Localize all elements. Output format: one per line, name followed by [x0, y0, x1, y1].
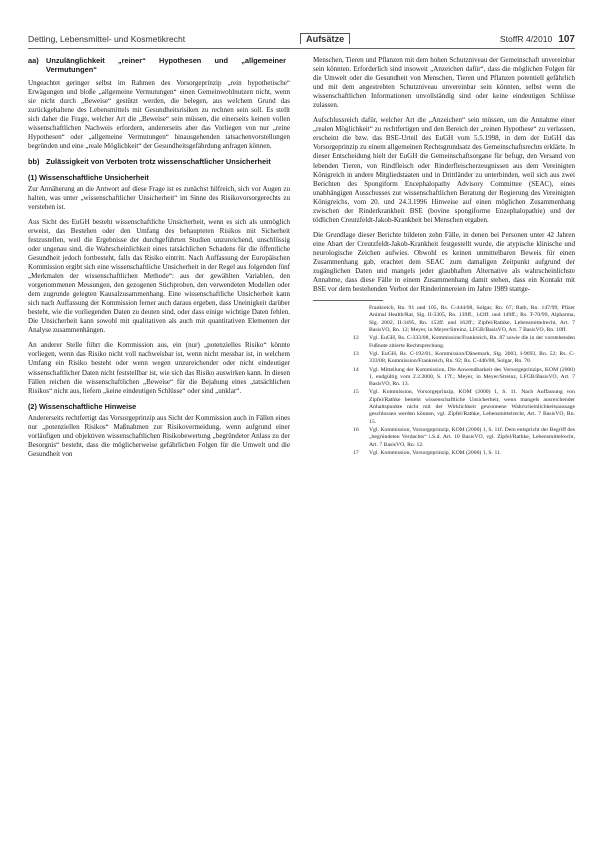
- footnote: [353, 427, 575, 449]
- footnote-number: 17: [353, 449, 359, 456]
- footnote-text: Vgl. Kommission, Vorsorgeprinzip, KOM (2000) 1, S. 11f. Dem entspricht der Begriff des „begründeten Verdachts“ i.S.d. Art. 10 BasisVO, vgl. Zipfel/Rathke, Lebensmittelrecht, Art. 7 BasisVO, Rn. 12.: [369, 426, 575, 448]
- footnote: [353, 450, 575, 457]
- heading-aa-title: Unzulänglichkeit „reiner“ Hypothesen und „allgemeiner Vermutungen“: [46, 56, 286, 75]
- paragraph: Aus Sicht des EuGH besteht wissenschaftliche Unsicherheit, wenn es sich als unmöglich erweist, das Bestehen oder den Umfang des behaupteten Risikos mit Sicherheit festzustellen, weil die Ergebnisse der durchgeführten Studien unzureichend, unschlüssig oder ungenau sind, die Wahrscheinlichkeit eines tatsächlichen Schadens für die öffentliche Gesundheit jedoch fortbesteht, falls das Risiko eintritt. Nach Auffassung der Europäischen Kommission ergibt sich eine wissenschaftliche Unsicherheit in der Regel aus folgenden fünf „Merkmalen der wissenschaftlichen Methode“: aus der gewählten Variablen, den vorgenommenen Messungen, den gezogenen Stichproben, den verwendeten Modellen oder dem zugrunde gelegten Kausalzusammenhang. Eine wissenschaftliche Unsicherheit kann sich nach Auffassung der Kommission ferner auch daraus ergeben, dass Uneinigkeit darüber besteht, wie die vorliegenden Daten zu deuten sind, oder dass einige wichtige Daten fehlen. Die Unsicherheit kann sowohl mit qualitativen als auch mit quantitativen Elementen der Analyse zusammenhängen.: [28, 217, 290, 335]
- paragraph: Aufschlussreich dafür, welcher Art die „Anzeichen“ sein müssen, um die Annahme einer „realen Möglichkeit“ zu rechtfertigen und den Bereich der „reinen Hypothese“ zu verlassen, erscheint die bzw. das BSE-Urteil des EuGH vom 5.5.1998, in dem der EuGH das Vorsorgeprinzip zu einem allgemeinen Rechtsgrundsatz des Gemeinschaftsrechts erklärte. In dieser Entscheidung hielt der EuGH die Gemeinschaftsorgane für befugt, den Versand von lebenden Tieren, von Rindfleisch oder Rinderfleischerzeugnissen aus dem Vereinigten Königreich in andere Mitgliedstaaten und in Drittländer zu unterbinden, weil sich aus zwei Berichten des Spongiform Encephalopathy Advisory Committee (SEAC), eines unabhängigen Ausschusses zur wissenschaftlichen Beratung der Regierung des Vereinigten Königreichs, vom 20. und 24.3.1996 Hinweise auf einen möglichen Zusammenhang zwischen der Rinderkrankheit BSE (bovine spongiforme Enzephalopathie) und der tödlichen Creutzfeldt-Jakob-Krankheit bei Menschen ergaben.: [313, 116, 575, 224]
- heading-aa: [28, 56, 290, 75]
- section-label: Aufsätze: [300, 33, 350, 44]
- subheading-1: (1) Wissenschaftliche Unsicherheit: [28, 172, 149, 182]
- footnote-text: Vgl. Mitteilung der Kommission, Die Anwendbarkeit des Vorsorgeprinzips, KOM (2000) 1, endgültig vom 2.2.2000, S. 17f.; Meyer, in Meyer/Streinz, LFGB/BasisVO, Art. 7 BasisVO, Rn. 13.: [369, 366, 575, 388]
- header-rule: [28, 48, 575, 49]
- footnote-number: 14: [353, 366, 359, 373]
- heading-bb-title: Zulässigkeit von Verboten trotz wissenschaftlicher Unsicherheit: [46, 157, 271, 167]
- page-number: 107: [558, 34, 575, 45]
- paragraph: Zur Annäherung an die Antwort auf diese Frage ist es zunächst hilfreich, sich vor Augen zu halten, was unter „wissenschaftlicher Unsicherheit“ im Sinne des Risikovorsorgerechts zu verstehen ist.: [28, 184, 290, 211]
- journal-issue: StoffR 4/2010: [499, 34, 553, 44]
- left-column: [28, 56, 290, 465]
- footnote-rule: [313, 300, 383, 301]
- footnotes: [313, 305, 575, 457]
- running-title: Detting, Lebensmittel- und Kosmetikrecht: [28, 34, 186, 44]
- footnote-text: Vgl. Kommission, Vorsorgeprinzip, KOM (2000) 1, S. 11. Nach Auffassung von Zipfel/Rathke besteht wissenschaftliche Unsicherheit, wenn mangels ausreichender Anhaltspunkte nicht mit der Wirklichkeit gewonnene Wahrscheinlichkeitsaussage geschlossen werden können, vgl. Zipfel/Rathke, Lebensmittelrecht, Art. 7 BasisVO, Rn. 15.: [369, 389, 575, 425]
- footnote: [353, 305, 575, 334]
- heading-bb: [28, 157, 290, 166]
- paragraph: An anderer Stelle führt die Kommission aus, ein (nur) „potenzielles Risiko“ könnte vorliegen, wenn das Risiko nicht voll nachweisbar ist, wenn nicht messbar ist, in welchem Umfang ein Risiko besteht oder wenn wegen unzureichender oder nicht eindeutiger wissenschaftlicher Daten nicht feststellbar ist, wie sich das Risiko auswirken kann. In diesen Fällen reichen die wissenschaftlichen „Beweise“ für die Bejahung eines „tatsächlichen Risikos“ nicht aus, liefern „keine eindeutigen Schlüsse“ oder sind „unklar“.: [28, 341, 290, 395]
- heading-aa-number: aa): [28, 56, 39, 65]
- paragraph: Die Grundlage dieser Berichte bildeten zehn Fälle, in denen bei Personen unter 42 Jahren eine Abart der Creutzfeldt-Jakob-Krankheit festgestellt wurde, die atypische klinische und neurologische Zeichen aufwies. Obwohl es keinen unmittelbaren Beweis für einen Zusammenhang gab, erachtet dem SEAC zum damaligen Zeitpunkt aufgrund der zugänglichen Daten und mangels jeder glaubhaften Alternative als wahrscheinlichste Annahme, dass diese Fälle in einem Zusammenhang damit stehen, dass ein Kontakt mit BSE vor dem bestehenden Verbot der Rinderinnereien im Jahre 1989 stattge-: [313, 230, 575, 294]
- paragraph: Ungeachtet geringer selbst im Rahmen des Vorsorgeprinzip „rein hypothetische“ Erwägungen und bloße „allgemeine Vermutungen“ einen Gemeinwohlnutzen nicht, wenn sie nicht durch „Beweise“ gestützt werden, die belegen, aus welchem Grund das zurückgehaltene des Lebensmittels mit Gesundheitsrisiken zu rechnen sein soll. Es stellt sich daher die Frage, welcher Art die „Beweise“ sein müssen, die einerseits keinen vollen wissenschaftlichen Nachweis erfordern, andererseits aber das Vorliegen von nur „reine Hypothesen“ oder „allgemeine Vermutungen“ hinausgehenden tatsachenvorstellungen begründen und eine „reale Möglichkeit“ der Gesundheitsgefährdung anfragen können.: [28, 78, 290, 151]
- footnote-number: 12: [353, 335, 359, 342]
- heading-bb-number: bb): [28, 157, 40, 167]
- paragraph: Menschen, Tieren und Pflanzen mit dem hohen Schutzniveau der Gemeinschaft unvereinbar sein könnten. Erforderlich sind insoweit „Anzeichen dafür“, dass die möglichen Folgen für die Umwelt oder die Gesundheit von Menschen, Tieren und Pflanzen potentiell gefährlich und mit dem angestrebten Schutzniveau unvereinbar sein könnten, selbst wenn die wissenschaftlichen Informationen unvollständig sind oder keine eindeutigen Schlüsse zulassen.: [313, 56, 575, 110]
- running-header: [28, 34, 575, 48]
- footnote: [353, 389, 575, 425]
- footnote-text: Vgl. EuGH, Rs. C-333/08, Kommission/Frankreich, Rn. 87 sowie die in der vorstehenden Fußnote zitierte Rechtsprechung.: [369, 335, 575, 349]
- journal-info: [500, 34, 575, 45]
- footnote: [353, 367, 575, 389]
- footnote-text: Vgl. Kommission, Vorsorgeprinzip, KOM (2000) 1, S. 11.: [369, 449, 502, 456]
- footnote-text: Vgl. EuGH, Rs. C-192/01, Kommission/Dänemark, Slg. 2003, I-9693, Rn. 52; Rs. C-333/08, Kommission/Frankreich, Rn. 92; Rs. C-446/08, Solgar, Rn. 70.: [369, 350, 575, 365]
- right-column: [313, 56, 575, 458]
- footnote-number: 15: [353, 389, 359, 396]
- footnote-number: 16: [353, 426, 359, 433]
- paragraph: Andererseits rechtfertigt das Vorsorgeprinzip aus Sicht der Kommission auch in Fällen eines nur „potenziellen Risikos“ Maßnahmen zur Risikovermeidung, wenn aufgrund einer vorläufigen und objektiven wissenschaftlichen Risikobewertung „begründeter Anlass zu der Besorgnis“ besteht, dass die möglicherweise gefährlichen Folgen für die Umwelt und die Gesundheit von: [28, 413, 290, 458]
- footnote: [353, 335, 575, 350]
- footnote-text: Frankreich, Rn. 91 und 105, Rs. C-444/08, Solgar, Rn. 67; Rath, Rn. 147/99, Pfizer Animal Health/Rat, Slg. II-3305, Rn. 139ff., 143ff. und 149ff.; Rs. T-70/99, Alpharma, Slg. 2002, II-3495, Rn. 152ff. und 162ff.; Zipfel/Rathke, Lebensmittelrecht, Art. 7 BasisVO, Rn. 12; Meyer, in Meyer/Streinz, LFGB/BasisVO, Art. 7 BasisVO, Rn. 10ff.: [369, 305, 575, 334]
- footnote: [353, 351, 575, 366]
- subheading-2: (2) Wissenschaftliche Hinweise: [28, 401, 137, 411]
- footnote-number: 13: [353, 350, 359, 357]
